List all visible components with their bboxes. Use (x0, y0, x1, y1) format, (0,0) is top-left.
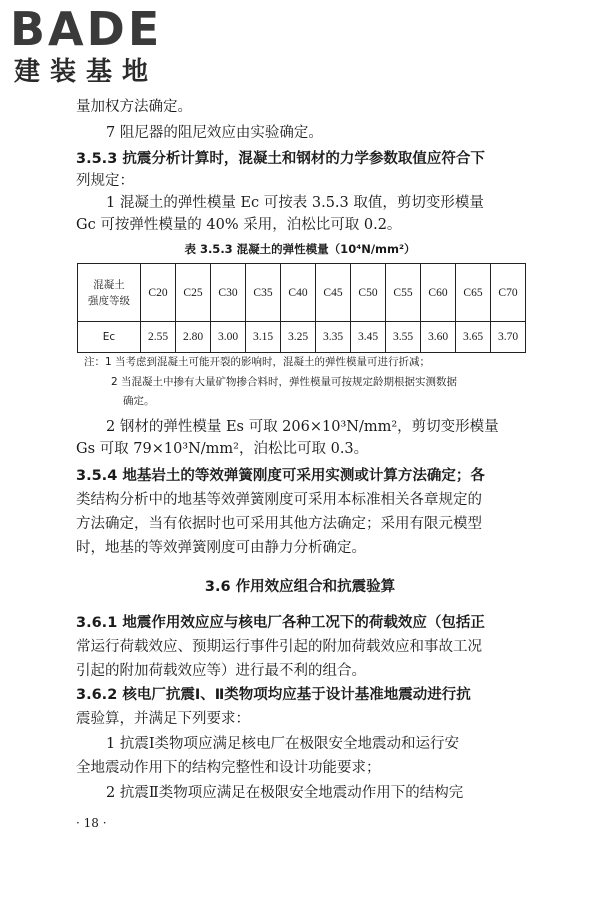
text-line: 全地震动作用下的结构完整性和设计功能要求； (76, 760, 381, 776)
text-line: 引起的附加荷载效应等）进行最不利的组合。 (76, 663, 366, 679)
text-line: 1 混凝土的弹性模量 Ec 可按表 3.5.3 取值，剪切变形模量 (106, 195, 484, 211)
text-line: Gc 可按弹性模量的 40% 采用，泊松比可取 0.2。 (76, 217, 402, 233)
modulus-cell: 3.25 (281, 322, 316, 353)
grade-cell: C60 (421, 264, 456, 322)
grade-header: 混凝土 强度等级 (78, 264, 141, 322)
table-note-1: 注：1 当考虑到混凝土可能开裂的影响时，混凝土的弹性模量可进行折减； (84, 356, 431, 368)
grade-cell: C40 (281, 264, 316, 322)
grade-cell: C55 (386, 264, 421, 322)
text-line: 时，地基的等效弹簧刚度可由静力分析确定。 (76, 540, 366, 556)
table-note-2-cont: 确定。 (123, 395, 155, 407)
modulus-header: Ec (78, 322, 141, 353)
text-line: 震验算，并满足下列要求： (76, 711, 250, 727)
elastic-modulus-table (77, 263, 526, 353)
text-line: 1 抗震Ⅰ类物项应满足核电厂在极限安全地震动和运行安 (106, 736, 460, 752)
text-line: 7 阻尼器的阻尼效应由实验确定。 (106, 125, 323, 141)
modulus-cell: 3.55 (386, 322, 421, 353)
modulus-cell: 3.45 (351, 322, 386, 353)
text-line: 列规定： (76, 173, 134, 189)
clause-3-5-4: 3.5.4 地基岩土的等效弹簧刚度可采用实测或计算方法确定；各 (76, 468, 485, 484)
modulus-cell: 3.70 (491, 322, 526, 353)
text-line: 常运行荷载效应、预期运行事件引起的附加荷载效应和事故工况 (76, 639, 482, 655)
logo-wordmark: BADE (10, 2, 163, 56)
text-line: 2 钢材的弹性模量 Es 可取 206×10³N/mm²，剪切变形模量 (106, 419, 499, 435)
modulus-cell: 2.80 (176, 322, 211, 353)
publisher-logo (10, 4, 210, 90)
grade-cell: C20 (141, 264, 176, 322)
grade-cell: C35 (246, 264, 281, 322)
table-note-2: 2 当混凝土中掺有大量矿物掺合料时，弹性模量可按规定龄期根据实测数据 (111, 376, 458, 388)
section-heading: 3.6 作用效应组合和抗震验算 (204, 579, 396, 595)
grade-cell: C25 (176, 264, 211, 322)
logo-subtitle: 建装基地 (14, 57, 159, 87)
page-number: · 18 · (76, 816, 107, 830)
table-caption: 表 3.5.3 混凝土的弹性模量（10⁴N/mm²） (184, 242, 416, 256)
text-line: 方法确定，当有依据时也可采用其他方法确定；采用有限元模型 (76, 516, 482, 532)
text-line: 量加权方法确定。 (76, 99, 192, 115)
grade-cell: C45 (316, 264, 351, 322)
clause-3-6-1: 3.6.1 地震作用效应应与核电厂各种工况下的荷载效应（包括正 (76, 615, 485, 631)
modulus-cell: 3.35 (316, 322, 351, 353)
clause-3-5-3: 3.5.3 抗震分析计算时，混凝土和钢材的力学参数取值应符合下 (76, 151, 485, 167)
grade-cell: C70 (491, 264, 526, 322)
clause-3-6-2: 3.6.2 核电厂抗震Ⅰ、Ⅱ类物项均应基于设计基准地震动进行抗 (76, 687, 471, 703)
modulus-cell: 2.55 (141, 322, 176, 353)
grade-cell: C65 (456, 264, 491, 322)
text-line: 2 抗震Ⅱ类物项应满足在极限安全地震动作用下的结构完 (106, 785, 464, 801)
modulus-cell: 3.00 (211, 322, 246, 353)
grade-cell: C30 (211, 264, 246, 322)
grade-cell: C50 (351, 264, 386, 322)
modulus-cell: 3.65 (456, 322, 491, 353)
modulus-cell: 3.60 (421, 322, 456, 353)
modulus-cell: 3.15 (246, 322, 281, 353)
text-line: 类结构分析中的地基等效弹簧刚度可采用本标准相关各章规定的 (76, 492, 482, 508)
text-line: Gs 可取 79×10³N/mm²，泊松比可取 0.3。 (76, 441, 369, 457)
